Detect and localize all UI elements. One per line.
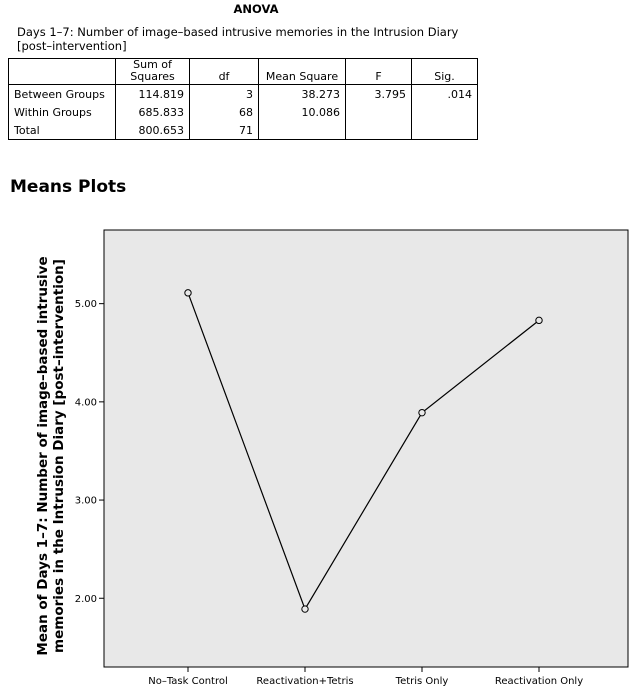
y-axis-label-line1: Mean of Days 1–7: Number of image–based intrusive <box>35 256 51 656</box>
x-tick-label: Reactivation+Tetris <box>256 676 354 687</box>
header-mean-square: Mean Square <box>259 59 346 85</box>
cell-ms: 10.086 <box>259 103 346 121</box>
header-ss-line2: Squares <box>130 70 175 83</box>
y-tick-label: 4.00 <box>74 397 97 409</box>
data-point <box>302 606 308 612</box>
y-axis-label-line2: memories in the Intrusion Diary [post–intervention] <box>51 259 67 653</box>
anova-title: ANOVA <box>233 2 279 16</box>
header-sig: Sig. <box>412 59 478 85</box>
header-ss-line1: Sum of <box>133 58 172 71</box>
anova-table <box>8 58 478 140</box>
data-point <box>536 317 542 323</box>
cell-f <box>346 103 412 121</box>
cell-df: 71 <box>190 121 259 140</box>
y-axis <box>75 299 104 605</box>
header-blank <box>9 59 116 85</box>
x-tick-label: Tetris Only <box>395 676 449 687</box>
cell-sig <box>412 103 478 121</box>
cell-ms <box>259 121 346 140</box>
anova-header-row <box>9 59 478 85</box>
x-tick-label: Reactivation Only <box>494 676 584 687</box>
cell-sig <box>412 121 478 140</box>
y-tick-label: 3.00 <box>74 495 97 507</box>
header-sum-of-squares <box>116 59 190 85</box>
header-df: df <box>190 59 259 85</box>
data-point <box>419 409 425 415</box>
header-f: F <box>346 59 412 85</box>
table-row <box>9 103 478 121</box>
cell-df: 3 <box>190 85 259 104</box>
x-axis <box>148 667 583 687</box>
y-tick-label: 2.00 <box>74 593 97 605</box>
row-label: Between Groups <box>9 85 116 104</box>
cell-ss: 800.653 <box>116 121 190 140</box>
means-plot-chart <box>0 220 635 693</box>
cell-ss: 685.833 <box>116 103 190 121</box>
table-row <box>9 85 478 104</box>
anova-caption: Days 1–7: Number of image–based intrusive memories in the Intrusion Diary [post–intervention] <box>17 25 459 53</box>
cell-ms: 38.273 <box>259 85 346 104</box>
means-plots-heading: Means Plots <box>10 177 127 197</box>
cell-df: 68 <box>190 103 259 121</box>
cell-ss: 114.819 <box>116 85 190 104</box>
row-label: Total <box>9 121 116 140</box>
plot-area <box>104 230 628 667</box>
table-row <box>9 121 478 140</box>
cell-f: 3.795 <box>346 85 412 104</box>
y-tick-label: 5.00 <box>74 299 97 311</box>
cell-sig: .014 <box>412 85 478 104</box>
x-tick-label: No–Task Control <box>148 676 228 687</box>
data-point <box>185 290 191 296</box>
cell-f <box>346 121 412 140</box>
row-label: Within Groups <box>9 103 116 121</box>
